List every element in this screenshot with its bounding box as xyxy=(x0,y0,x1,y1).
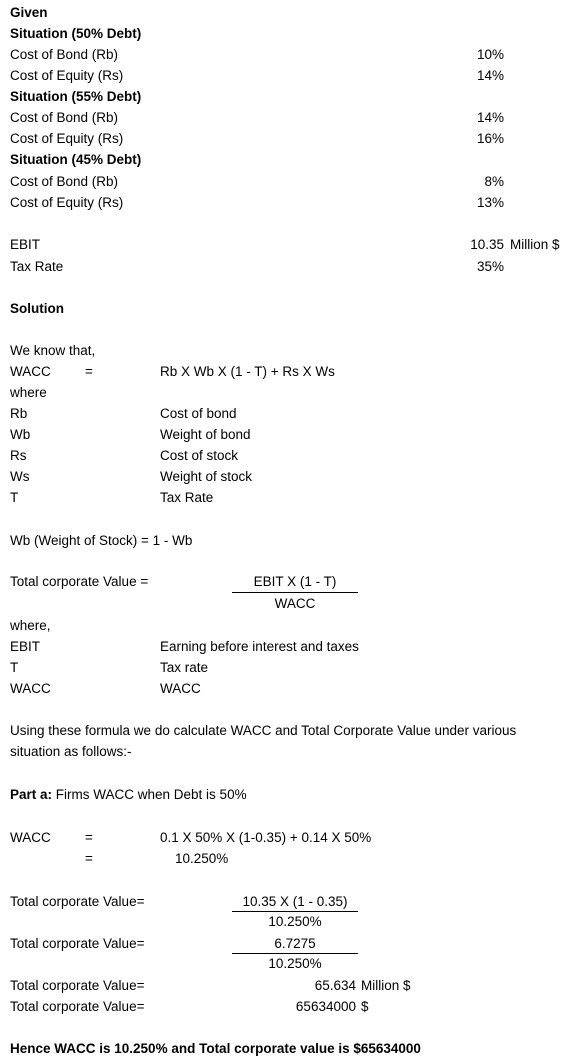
where-label: where xyxy=(10,385,47,400)
tax-rate-label: Tax Rate xyxy=(10,259,64,274)
part-a-result-dollars: 65634000 xyxy=(295,999,356,1014)
def-description: Tax Rate xyxy=(160,490,214,505)
def2-symbol: WACC xyxy=(10,681,51,696)
where-label-2: where, xyxy=(10,618,51,633)
situation-55-heading: Situation (55% Debt) xyxy=(10,89,142,104)
part-a-tcv-label: Total corporate Value= xyxy=(10,936,145,951)
sit50-bond-value: 10% xyxy=(476,47,504,62)
using-formula-line-1: Using these formula we do calculate WACC and Total Corporate Value under various xyxy=(10,723,517,738)
ebit-unit: Million $ xyxy=(510,237,560,252)
sit50-equity-label: Cost of Equity (Rs) xyxy=(10,68,124,83)
sit45-bond-label: Cost of Bond (Rb) xyxy=(10,174,119,189)
def-description: Cost of stock xyxy=(160,448,239,463)
sit55-equity-label: Cost of Equity (Rs) xyxy=(10,131,124,146)
part-a-tcv-label: Total corporate Value= xyxy=(10,978,145,993)
part-a-description: Firms WACC when Debt is 50% xyxy=(52,787,247,802)
def2-symbol: EBIT xyxy=(10,639,41,654)
def-description: Cost of bond xyxy=(160,406,237,421)
sit45-equity-value: 13% xyxy=(476,195,504,210)
part-a-numerator-1: 10.35 X (1 - 0.35) xyxy=(242,894,348,909)
def-description: Weight of stock xyxy=(160,469,253,484)
sit45-equity-label: Cost of Equity (Rs) xyxy=(10,195,124,210)
given-heading: Given xyxy=(10,5,48,20)
part-a-denominator-2: 10.250% xyxy=(268,956,322,971)
fraction-bar xyxy=(232,953,358,954)
def-description: Weight of bond xyxy=(160,427,251,442)
part-a-numerator-2: 6.7275 xyxy=(274,936,316,951)
part-a-wacc-calculation: 0.1 X 50% X (1-0.35) + 0.14 X 50% xyxy=(160,830,372,845)
def-symbol: Rb xyxy=(10,406,28,421)
sit55-bond-value: 14% xyxy=(476,110,504,125)
def2-description: WACC xyxy=(160,681,201,696)
sit55-bond-label: Cost of Bond (Rb) xyxy=(10,110,119,125)
part-a-result-dollars-unit: $ xyxy=(361,999,369,1014)
ebit-value: 10.35 xyxy=(470,237,504,252)
fraction-bar xyxy=(232,592,358,593)
solution-heading: Solution xyxy=(10,301,64,316)
part-a-result-millions: 65.634 xyxy=(314,978,356,993)
def-symbol: Ws xyxy=(10,469,30,484)
def2-description: Tax rate xyxy=(160,660,209,675)
sit45-bond-value: 8% xyxy=(484,174,504,189)
tcv-formula-label: Total corporate Value = xyxy=(10,574,149,589)
situation-50-heading: Situation (50% Debt) xyxy=(10,26,142,41)
def2-description: Earning before interest and taxes xyxy=(160,639,359,654)
sit50-bond-label: Cost of Bond (Rb) xyxy=(10,47,119,62)
ebit-label: EBIT xyxy=(10,237,41,252)
part-a-equals-2: = xyxy=(85,851,93,866)
def-symbol: Rs xyxy=(10,448,27,463)
situation-45-heading: Situation (45% Debt) xyxy=(10,152,142,167)
tcv-numerator: EBIT X (1 - T) xyxy=(253,574,337,589)
sit50-equity-value: 14% xyxy=(476,68,504,83)
part-a-result-millions-unit: Million $ xyxy=(361,978,411,993)
part-a-wacc-label: WACC xyxy=(10,830,51,845)
part-a-denominator-1: 10.250% xyxy=(268,914,322,929)
part-a-wacc-result: 10.250% xyxy=(175,851,229,866)
wacc-label: WACC xyxy=(10,364,51,379)
part-a-heading xyxy=(10,787,247,803)
tax-rate-value: 35% xyxy=(476,259,504,274)
wacc-equals: = xyxy=(85,364,93,379)
tcv-denominator: WACC xyxy=(274,596,316,611)
part-a-equals-1: = xyxy=(85,830,93,845)
def-symbol: T xyxy=(10,490,19,505)
wacc-formula: Rb X Wb X (1 - T) + Rs X Ws xyxy=(160,364,335,379)
part-a-conclusion: Hence WACC is 10.250% and Total corporate value is $65634000 xyxy=(10,1041,421,1056)
using-formula-line-2: situation as follows:- xyxy=(10,744,132,759)
part-a-tcv-label: Total corporate Value= xyxy=(10,894,145,909)
fraction-bar xyxy=(232,911,358,912)
part-a-bold-label: Part a: xyxy=(10,787,53,802)
part-a-tcv-label: Total corporate Value= xyxy=(10,999,145,1014)
def2-symbol: T xyxy=(10,660,19,675)
we-know-that: We know that, xyxy=(10,343,96,358)
def-symbol: Wb xyxy=(10,427,31,442)
weight-of-stock-line: Wb (Weight of Stock) = 1 - Wb xyxy=(10,533,193,548)
sit55-equity-value: 16% xyxy=(476,131,504,146)
